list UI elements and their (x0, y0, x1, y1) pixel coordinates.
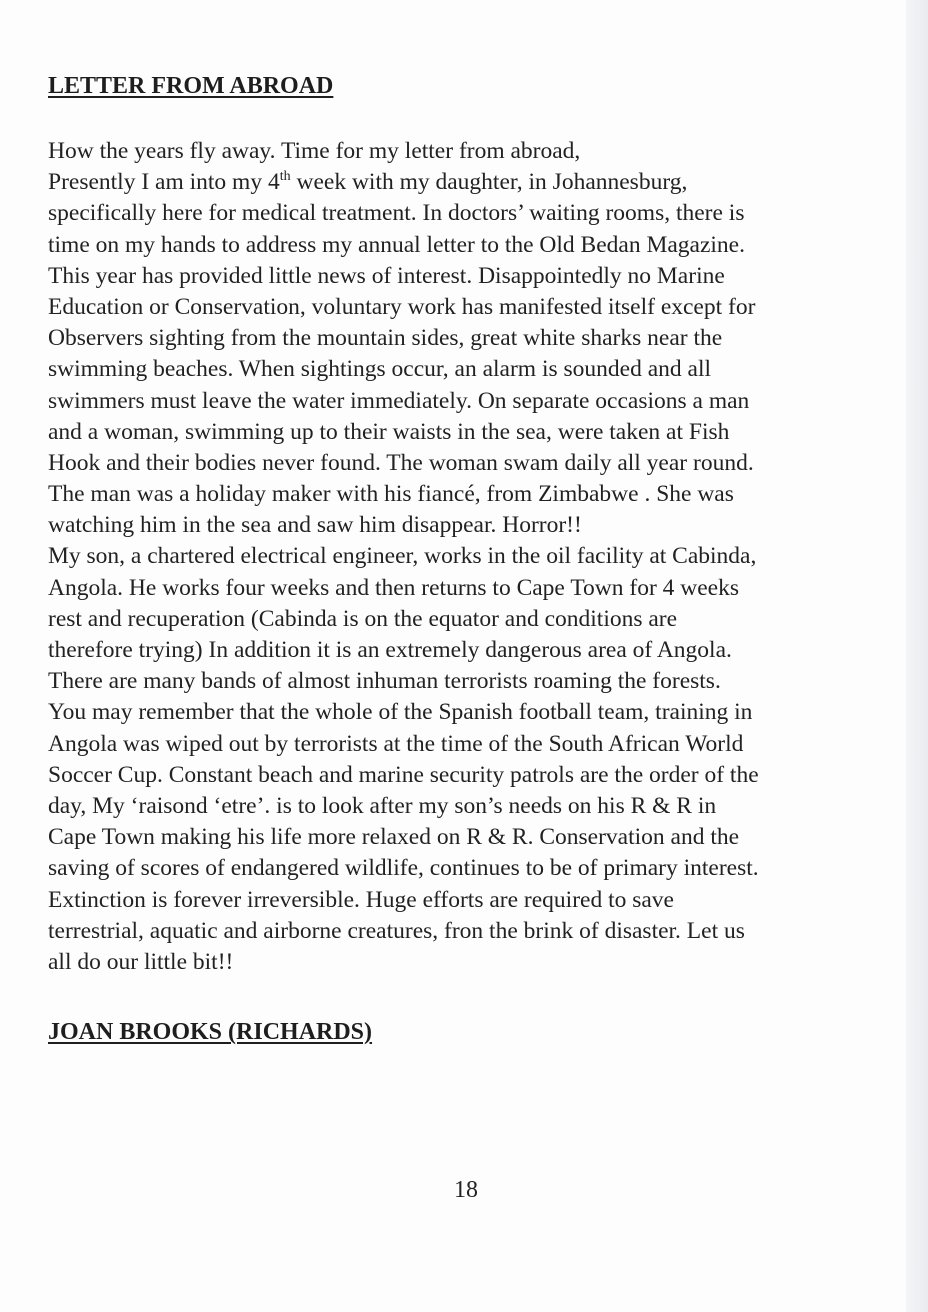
body-line: Education or Conservation, voluntary work has manifested itself except for (48, 293, 756, 320)
body-line: time on my hands to address my annual letter to the Old Bedan Magazine. (48, 231, 745, 258)
body-line: specifically here for medical treatment. In doctors’ waiting rooms, there is (48, 200, 745, 227)
letter-title: LETTER FROM ABROAD (48, 73, 334, 99)
body-line: There are many bands of almost inhuman terrorists roaming the forests. (48, 668, 721, 695)
body-line: Extinction is forever irreversible. Huge efforts are required to save (48, 886, 674, 913)
body-line-part: week with my daughter, in Johannesburg, (290, 169, 688, 196)
body-line: and a woman, swimming up to their waists in the sea, were taken at Fish (48, 418, 730, 445)
body-line: terrestrial, aquatic and airborne creatures, fron the brink of disaster. Let us (48, 917, 745, 944)
body-line: swimmers must leave the water immediately. On separate occasions a man (48, 387, 750, 414)
author-signature: JOAN BROOKS (RICHARDS) (48, 1019, 373, 1045)
body-line (48, 167, 898, 198)
body-line: all do our little bit!! (48, 948, 234, 975)
body-line: therefore trying) In addition it is an extremely dangerous area of Angola. (48, 637, 732, 663)
body-line: Observers sighting from the mountain sides, great white sharks near the (48, 325, 723, 352)
page-number (0, 1176, 928, 1204)
ordinal-suffix: th (279, 169, 291, 185)
body-line: day, My ‘raisond ‘etre’. is to look after my son’s needs on his R & R in (48, 792, 717, 819)
body-line: How the years fly away. Time for my letter from abroad, (48, 138, 581, 164)
body-line-part: Presently I am into my 4 (48, 169, 280, 196)
body-line: My son, a chartered electrical engineer, works in the oil facility at Cabinda, (48, 543, 757, 570)
body-line: Angola. He works four weeks and then returns to Cape Town for 4 weeks (48, 574, 740, 601)
body-line: Soccer Cup. Constant beach and marine security patrols are the order of the (48, 761, 759, 788)
body-line: This year has provided little news of interest. Disappointedly no Marine (48, 262, 725, 289)
body-line: The man was a holiday maker with his fiancé, from Zimbabwe . She was (48, 481, 734, 508)
body-line: You may remember that the whole of the Spanish football team, training in (48, 699, 753, 726)
body-line: watching him in the sea and saw him disappear. Horror!! (48, 512, 582, 539)
body-line: Cape Town making his life more relaxed on R & R. Conservation and the (48, 824, 740, 851)
body-line: swimming beaches. When sightings occur, an alarm is sounded and all (48, 356, 712, 383)
page-number-text: 18 (454, 1177, 478, 1203)
page-edge-shadow (906, 0, 928, 1312)
letter-body (48, 136, 898, 978)
body-line: Angola was wiped out by terrorists at the time of the South African World (48, 730, 744, 757)
body-line: saving of scores of endangered wildlife, continues to be of primary interest. (48, 855, 759, 882)
body-line: Hook and their bodies never found. The woman swam daily all year round. (48, 449, 754, 476)
body-line: rest and recuperation (Cabinda is on the equator and conditions are (48, 605, 678, 632)
